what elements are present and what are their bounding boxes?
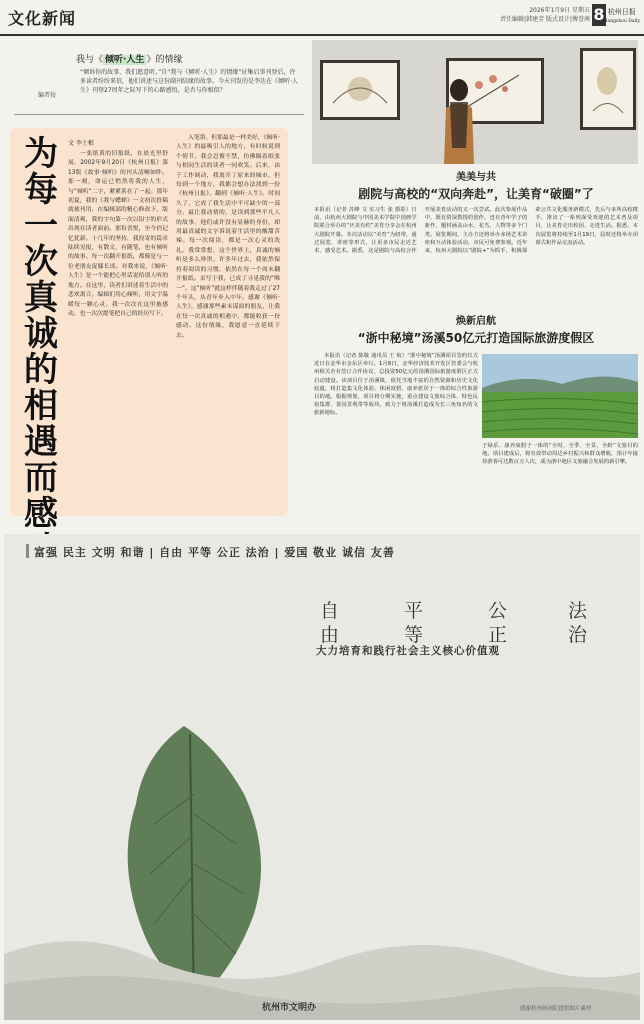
- column-highlight: 倾听·人生: [105, 55, 145, 65]
- article-2-subtitle: 焕新启航: [456, 316, 496, 327]
- ad-slogan: 大力培育和践行社会主义核心价值观: [316, 645, 500, 657]
- value-char: 法: [568, 600, 588, 622]
- ad-organization: 杭州市文明办: [262, 1003, 317, 1013]
- section-title: 文化新闻: [8, 9, 77, 28]
- editor-note-label: 编者按: [38, 92, 57, 99]
- essay-headline: 为每一次真诚的相遇而感: [24, 134, 58, 534]
- value-char: 由: [320, 624, 340, 646]
- tea-garden-photo: [482, 354, 638, 438]
- column-title: 我与《 倾听·人生 》的情缘: [76, 55, 183, 65]
- value-char: 等: [404, 624, 424, 646]
- article-1-body: 本报讯（记者 苏峰 文 实习生 张 摄影）日前，由杭州大剧院与中国美术学院中国画学院联合举办的“庆美有约”美育分享会在杭州大剧院开幕。本次活动以“美育”为纽带，通过展览、讲座等形式，让更多市民走近艺术、感受艺术。据悉，这是剧院与高校合作开展美育活动的又一次尝试。此次参展作品中，既有资深教授的创作，也有青年学子的新作，题材涵盖山水、花鸟、人物等多个门类。展览期间，主办方还将举办多场艺术讲座和互动体验活动，市民可免费参观。近年来，杭州大剧院以“剧院+”为抓手，积极探索公共文化服务新模式，先后与多所高校携手，推出了一系列深受欢迎的艺术普及项目，让美育走出校园、走进生活。据悉，本次展览将持续至1月19日，届时还将举办闭幕式和作品交流活动。: [314, 207, 638, 255]
- divider: [14, 114, 304, 115]
- essay-column-2: 入笔墨。但那最是一样美好，《倾听·人生》的最吸引人的地方，有时候说到个情节，我会忍俊不禁，仿佛隔着纸张与相同生活的读者一同欢笑。后来，由于工作调动，我离开了原来的城市，但每到一个地方，我都会想办法找到一份《杭州日报》，翻到《倾听·人生》。时间久了，它成了我生活中不可缺少的一部分。最让我动情的，是读到那些平凡人的故事。他们或许没有显赫的身份，却用最真诚的文字诉说着生活里的酸甜苦辣。每一次阅读，都是一次心灵的洗礼。我常常想，这个世界上，真诚的倾听是多么珍贵。许多年过去，我依然保持着阅读的习惯，依然在每一个周末翻开报纸。采写于我，已成了寻觅我的“唯一”。这“倾听”就这样伴随着我走过了27个年头，从青年步入中年。感谢《倾听·人生》，感谢那些素未谋面的朋友，让我在每一次真诚的相遇中，都能收获一份感动。这份情缘，我愿意一直延续下去。: [176, 135, 280, 339]
- value-char: 公: [488, 600, 508, 622]
- article-1-subtitle: 美美与共: [456, 172, 496, 183]
- article-1-title: 剧院与高校的“双向奔赴”，让美育“破圈”了: [358, 187, 594, 201]
- article-1-headline: [314, 168, 638, 202]
- header-info: [500, 6, 590, 24]
- ink-leaf-illustration: [4, 714, 640, 1020]
- article-2-body-continued: 子绿乐、康养度假于一体的“全时、全季、全景、全龄”文旅目的地。项目建成后，将有效带动周边乡村振兴和群众增收，预计年接待游客可达数百万人次，成为浙中地区文旅融合发展的新引擎。: [482, 443, 638, 466]
- article-2-title: “浙中秘境”汤溪50亿元打造国际旅游度假区: [357, 331, 595, 345]
- page-number: 8: [593, 5, 605, 24]
- ad-image-credit: 感谢杭州画画院提供图片素材: [520, 1006, 592, 1012]
- essay-block: [10, 128, 288, 534]
- newspaper-logo: 杭州日报 Hangzhou Daily: [603, 8, 640, 24]
- issue-date: 2026年1月9日 星期五: [529, 7, 590, 14]
- value-char: 治: [568, 624, 588, 646]
- article-2-headline: [314, 312, 638, 346]
- article-2-body: 本报讯（记者 陈敬 通讯员 王 航）“浙中秘境”汤溪项目签约仪式近日在金华市金东区举行。1月8日，金华经济技术开发区管委会与杭州相关企业签订合作协议，总投资50亿元的汤溪国际旅游度假区正式启动建设。该项目位于汤溪镇，依托当地丰富的自然资源和历史文化底蕴，将打造集文化体验、休闲度假、康养旅居于一体的综合性旅游目的地。根据规划，项目将分期实施，重点建设文旅综合体、特色民宿集群、茶园景观带等板块，致力于将汤溪打造成为长三角知名的文旅新地标。: [314, 353, 478, 417]
- essay-column-1: 一张纸黄的旧报纸，在晨光里舒展，2002年9月20日《杭州日报》第13版《故事·倾听》的刊头清晰如昨。那一刻，命运已悄然将我的人生，与“倾听”二字，紧紧系在了一起。那年初夏，我的《我与蟋蟀》一文初次投稿就被刊用，在编辑部的精心修改下，版面清爽，我的字句第一次以铅字的形式出现在读者面前。那份喜悦，至今仍记忆犹新。十几年的坚持，我投寄的篇章陆续见报，有散文，有随笔，也有倾听的故事。每一次翻开报纸，都像是与一位老朋友促膝长谈。对我来说，《倾听·人生》是一个能把心里话说给别人听的地方。在这里，读者们讲述着生活中的悲欢离合，编辑们用心倾听，用文字温暖每一颗心灵。我一次次在这里被感动，也一次次提笔把自己的经历写下。: [68, 151, 168, 317]
- public-service-ad: [4, 534, 640, 1020]
- editor-credits: 责任编辑|韩建芳 版式设计|傅誉茜: [500, 16, 590, 23]
- exhibition-photo: [312, 40, 638, 164]
- banner-bar: [26, 544, 29, 558]
- page-header: [0, 0, 644, 36]
- editor-note: “倾诉你的故事，我们愿意听。”自“我与《倾听·人生》的情缘”征集启事刊登后，许多读者纷纷来信，他们讲述与这份副刊结缘的故事。今天刊发的是李达在《倾听·人生》刊登27周年之际写下的心路感悟，是否与你相似？: [80, 69, 298, 94]
- painting-frame: [580, 48, 636, 130]
- value-char: 自: [320, 600, 340, 622]
- visitor-figure: [438, 78, 480, 164]
- value-char: 平: [404, 600, 424, 622]
- painting-frame: [320, 60, 400, 120]
- essay-author: 文 李士根: [68, 140, 94, 147]
- value-char: 正: [488, 624, 508, 646]
- core-values-banner: 富强 民主 文明 和谐 | 自由 平等 公正 法治 | 爱国 敬业 诚信 友善: [34, 546, 395, 559]
